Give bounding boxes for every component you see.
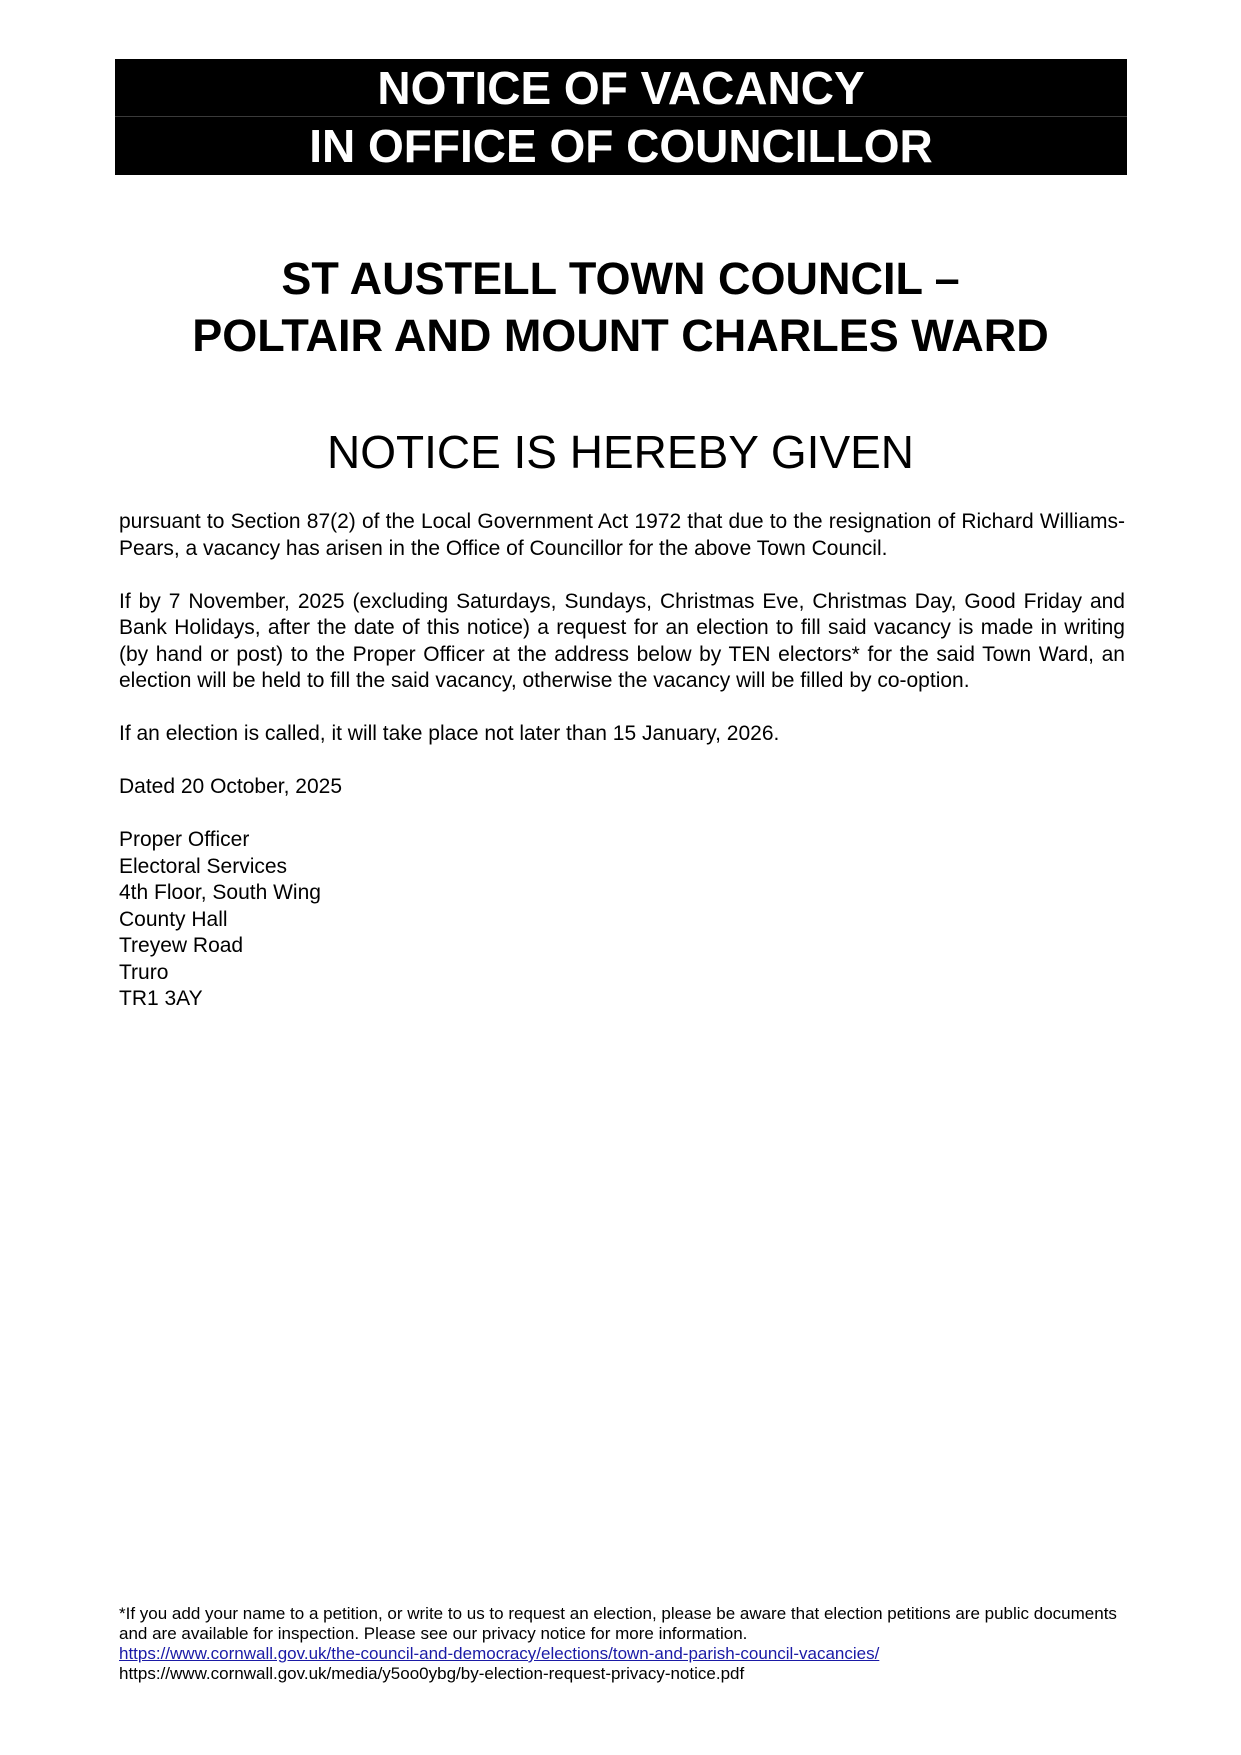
council-name: ST AUSTELL TOWN COUNCIL – <box>281 253 960 304</box>
footnote-text: *If you add your name to a petition, or write to us to request an election, please be aware that election petitions are public documents and are available for inspection. Please see our privacy notice for more information. <box>119 1604 1117 1643</box>
address-line: County Hall <box>119 907 228 931</box>
footer <box>119 1604 1129 1684</box>
privacy-notice-url: https://www.cornwall.gov.uk/media/y5oo0ybg/by-election-request-privacy-notice.pdf <box>119 1664 745 1683</box>
notice-heading: NOTICE IS HEREBY GIVEN <box>326 426 915 478</box>
notice-body <box>119 509 1125 1039</box>
address-line: TR1 3AY <box>119 987 203 1010</box>
dated-line: Dated 20 October, 2025 <box>119 775 342 798</box>
address-line: 4th Floor, South Wing <box>119 881 321 904</box>
address-line: Truro <box>119 960 169 984</box>
vacancies-link[interactable]: https://www.cornwall.gov.uk/the-council-and-democracy/elections/town-and-parish-council-vacancies/ <box>119 1644 880 1663</box>
paragraph-election-date: If an election is called, it will take place not later than 15 January, 2026. <box>119 722 780 745</box>
banner-title-line-1: NOTICE OF VACANCY <box>115 59 1127 117</box>
paragraph-election-request: If by 7 November, 2025 (excluding Saturdays, Sundays, Christmas Eve, Christmas Day, Good Friday and Bank Holidays, after the date of this notice) a request for an election to fill said vacancy is made in writing (by hand or post) to the Proper Officer at the address below by TEN electors* for the said Town Ward, an election will be held to fill the said vacancy, otherwise the vacancy will be filled by co-option. <box>119 589 1125 692</box>
council-title <box>0 250 1241 364</box>
address-block <box>119 827 1125 1013</box>
banner-title-line-2: IN OFFICE OF COUNCILLOR <box>309 120 933 172</box>
notice-banner <box>115 59 1127 175</box>
ward-name: POLTAIR AND MOUNT CHARLES WARD <box>192 310 1049 361</box>
address-line: Treyew Road <box>119 934 244 957</box>
address-line: Electoral Services <box>119 854 288 878</box>
paragraph-resignation: pursuant to Section 87(2) of the Local Government Act 1972 that due to the resignation of Richard Williams-Pears, a vacancy has arisen in the Office of Councillor for the above Town Council. <box>119 510 1125 560</box>
address-line: Proper Officer <box>119 828 250 851</box>
